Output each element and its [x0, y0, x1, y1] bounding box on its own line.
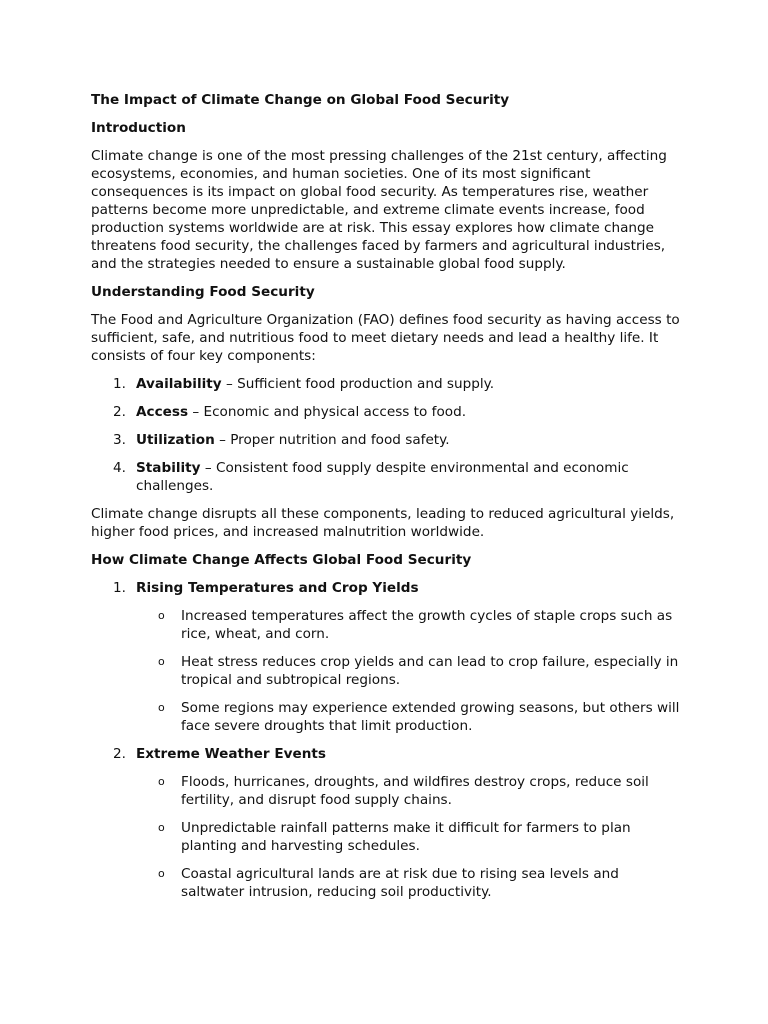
bullet-text: Floods, hurricanes, droughts, and wildfires destroy crops, reduce soil fertility, and disrupt food supply chains.: [181, 774, 649, 808]
bullet-icon: o: [158, 775, 165, 788]
effects-list: [91, 579, 681, 901]
bullet-text: Some regions may experience extended growing seasons, but others will face severe droughts that limit production.: [181, 700, 680, 734]
section-heading-effects: How Climate Change Affects Global Food Security: [91, 552, 472, 568]
list-number: 1.: [113, 376, 126, 392]
intro-paragraph: Climate change is one of the most pressing challenges of the 21st century, affecting ecosystems, economies, and human societies. One of its most significant consequences is its impact on global food security. As temperatures rise, weather patterns become more unpredictable, and extreme climate events increase, food production systems worldwide are at risk. This essay explores how climate change threatens food security, the challenges faced by farmers and agricultural industries, and the strategies needed to ensure a sustainable global food supply.: [91, 148, 667, 272]
bullet-icon: o: [158, 867, 165, 880]
effect-bullets: [136, 607, 681, 735]
list-item: [136, 653, 681, 689]
list-item: [136, 699, 681, 735]
list-number: 4.: [113, 460, 126, 476]
list-number: 1.: [113, 580, 126, 596]
document-body: [91, 91, 681, 911]
list-item: [91, 375, 681, 393]
component-term: Availability: [136, 376, 222, 392]
understanding-paragraph: The Food and Agriculture Organization (FAO) defines food security as having access to sufficient, safe, and nutritious food to meet dietary needs and lead a healthy life. It consists of four key components:: [91, 312, 680, 364]
component-term: Utilization: [136, 432, 215, 448]
component-term: Access: [136, 404, 189, 420]
list-item: [91, 745, 681, 901]
list-number: 3.: [113, 432, 126, 448]
bullet-icon: o: [158, 609, 165, 622]
list-item: [136, 607, 681, 643]
components-list: [91, 375, 681, 495]
effect-bullets: [136, 773, 681, 901]
section-heading-understanding: Understanding Food Security: [91, 284, 315, 300]
list-item: [136, 773, 681, 809]
component-desc: – Sufficient food production and supply.: [221, 376, 495, 392]
section-heading-introduction: Introduction: [91, 120, 186, 136]
bullet-icon: o: [158, 821, 165, 834]
effect-title: Rising Temperatures and Crop Yields: [136, 580, 419, 596]
bullet-text: Unpredictable rainfall patterns make it difficult for farmers to plan planting and harvesting schedules.: [181, 820, 631, 854]
essay-title: The Impact of Climate Change on Global Food Security: [91, 92, 510, 108]
component-desc: – Economic and physical access to food.: [188, 404, 467, 420]
list-item: [91, 403, 681, 421]
understanding-closing-paragraph: Climate change disrupts all these components, leading to reduced agricultural yields, higher food prices, and increased malnutrition worldwide.: [91, 506, 675, 540]
list-item: [136, 865, 681, 901]
list-item: [136, 819, 681, 855]
list-number: 2.: [113, 746, 126, 762]
bullet-icon: o: [158, 655, 165, 668]
list-item: [91, 579, 681, 735]
list-item: [91, 431, 681, 449]
component-desc: – Consistent food supply despite environmental and economic challenges.: [136, 460, 629, 494]
list-number: 2.: [113, 404, 126, 420]
component-term: Stability: [136, 460, 201, 476]
bullet-text: Heat stress reduces crop yields and can lead to crop failure, especially in tropical and subtropical regions.: [181, 654, 679, 688]
component-desc: – Proper nutrition and food safety.: [214, 432, 450, 448]
effect-title: Extreme Weather Events: [136, 746, 326, 762]
bullet-text: Increased temperatures affect the growth cycles of staple crops such as rice, wheat, and corn.: [181, 608, 673, 642]
bullet-icon: o: [158, 701, 165, 714]
list-item: [91, 459, 681, 495]
bullet-text: Coastal agricultural lands are at risk due to rising sea levels and saltwater intrusion, reducing soil productivity.: [181, 866, 619, 900]
